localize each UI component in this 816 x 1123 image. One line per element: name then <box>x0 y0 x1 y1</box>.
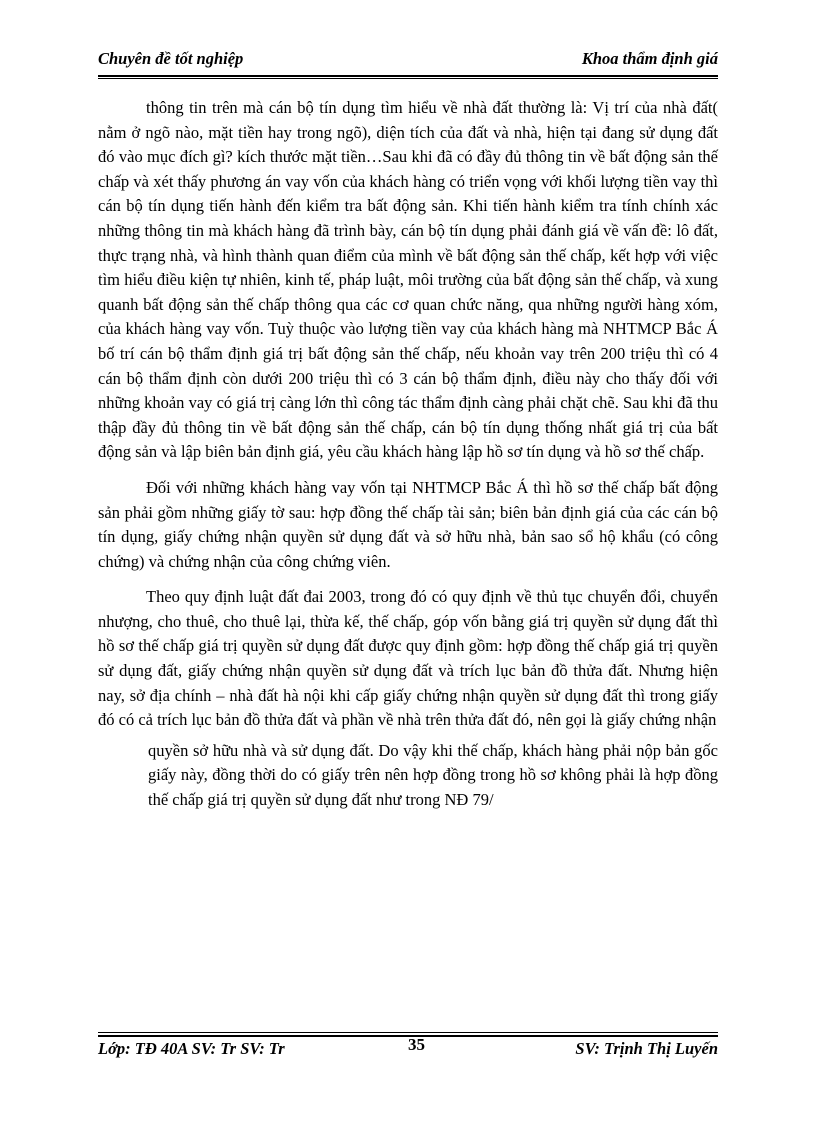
body-paragraph-2: Đối với những khách hàng vay vốn tại NHTMCP Bắc Á thì hồ sơ thế chấp bất động sản phải gồm những giấy tờ sau: hợp đồng thế chấp tài sản; biên bản định giá của các cán bộ tín dụng, giấy chứng nhận quyền sử dụng đất và sở hữu nhà, bản sao sổ hộ khẩu (có công chứng) và chứng nhận của công chứng viên. <box>98 477 718 571</box>
header-divider <box>98 75 718 79</box>
body-paragraph-1: thông tin trên mà cán bộ tín dụng tìm hiểu về nhà đất thường là: Vị trí của nhà đất( nằm ở ngõ nào, mặt tiền hay trong ngõ), diện tích của đất và nhà, hiện tại đang sử dụng đất đó vào mục đích gì? kích thước mặt tiền…Sau khi đã có đầy đủ thông tin về bất động sản thế chấp và xét thấy phương án vay vốn của khách hàng có triển vọng với khối lượng tiền vay thì cán bộ tín dụng tiến hành đến kiểm tra bất động sản. Khi tiến hành kiểm tra tính chính xác những thông tin mà khách hàng đã trình bày, cán bộ tín dụng phải đánh giá về vấn đề: lô đất, thực trạng nhà, và hình thành quan điểm của mình về bất động sản thế chấp, kết hợp với việc tìm hiểu điều kiện tự nhiên, kinh tế, pháp luật, môi trường của bất động sản thế chấp, và xung quanh bất động sản thế chấp thông qua các cơ quan chức năng, qua những người hàng xóm, của khách hàng vay vốn. Tuỳ thuộc vào lượng tiền vay của khách hàng mà NHTMCP Bắc Á bố trí cán bộ thẩm định giá trị bất động sản thế chấp, nếu khoản vay trên 200 triệu thì có 4 cán bộ thẩm định còn dưới 200 triệu thì có 3 cán bộ thẩm định, điều này cho thấy đối với những khoản vay có giá trị càng lớn thì công tác thẩm định càng phải chặt chẽ. Sau khi đã thu thập đầy đủ thông tin về bất động sản thế chấp, cán bộ tín dụng thống nhất giá trị của bất động sản và lập biên bản định giá, yêu cầu khách hàng lập hồ sơ tín dụng và hồ sơ thế chấp. <box>98 98 718 462</box>
footer-class-info: Lớp: TĐ 40A SV: Tr SV: Tr <box>98 1039 285 1058</box>
page-footer <box>98 1035 718 1062</box>
page-number: 35 <box>408 1035 425 1054</box>
header-faculty-name: Khoa thẩm định giá <box>581 49 718 68</box>
body-paragraph-4: quyền sở hữu nhà và sử dụng đất. Do vậy khi thế chấp, khách hàng phải nộp bản gốc giấy này, đồng thời do có giấy trên nên hợp đồng trong hồ sơ không phải là hợp đồng thế chấp giá trị quyền sử dụng đất như trong NĐ 79/ <box>148 740 718 810</box>
document-body <box>98 96 718 813</box>
header-thesis-title: Chuyên đề tốt nghiệp <box>98 49 244 68</box>
footer-student-name: SV: Trịnh Thị Luyến <box>575 1039 718 1058</box>
body-paragraph-3: Theo quy định luật đất đai 2003, trong đó có quy định về thủ tục chuyển đổi, chuyển nhượng, cho thuê, cho thuê lại, thừa kế, thế chấp, góp vốn bằng giá trị quyền sử dụng đất thì hồ sơ thế chấp giá trị quyền sử dụng đất được quy định gồm: hợp đồng thế chấp giá trị quyền sử dụng đất, giấy chứng nhận quyền sử dụng đất và trích lục bản đồ thửa đất. Nhưng hiện nay, sở địa chính – nhà đất hà nội khi cấp giấy chứng nhận quyền sử dụng đất thì trong giấy đó có cả trích lục bản đồ thửa đất và phần về nhà trên thửa đất đó, nên gọi là giấy chứng nhận <box>98 587 718 730</box>
page-header <box>98 48 718 72</box>
